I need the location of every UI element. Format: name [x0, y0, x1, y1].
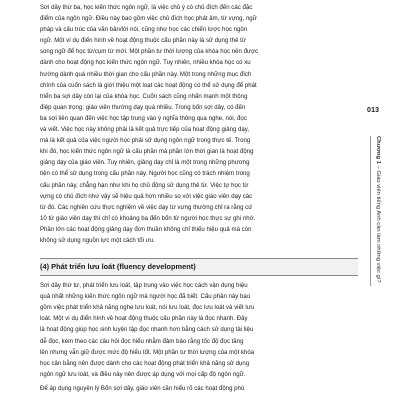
text-line: 10 từ giáo viên dạy thì chỉ có khoảng ba đến bốn từ người học thực sự ghi nhớ.: [40, 215, 256, 222]
text-line: dễ đọc, kèm theo các câu hỏi đọc hiểu nhằm đảm bảo rằng tốc độ đọc tăng: [40, 338, 244, 345]
page-number: 013: [367, 107, 380, 114]
paragraph-application: [40, 384, 358, 395]
paragraph-fluency: [40, 281, 358, 381]
text-line: ba sợi liên quan đến việc học tập trung vào ý nghĩa thông qua nghe, nói, đọc: [40, 115, 247, 122]
paragraph-strand-three: [40, 3, 358, 247]
text-line: cấu phần này, chẳng hạn như khi họ chủ động sử dụng thẻ từ. Việc tự học từ: [40, 182, 249, 189]
text-line: pháp và cấu trúc của văn bản/lời nói, cũng như học các chiến lược học ngôn: [40, 27, 248, 34]
text-line: chính của cuốn sách là giới thiệu một loạt các hoạt động có thể sử dụng để phát: [40, 82, 257, 89]
text-line: giảng dạy của giáo viên. Tuy nhiên, giảng dạy chỉ là một trong những phương: [40, 160, 250, 167]
running-head: [375, 136, 381, 283]
margin-rule: [370, 136, 371, 286]
text-line: ngữ. Một ví dụ điển hình về hoạt động thuộc cấu phần này là sử dụng thẻ từ: [40, 38, 246, 45]
text-line: là hoạt động giúp học sinh luyện tập đọc nhanh hơn bằng cách sử dụng tài liệu: [40, 327, 254, 334]
text-line: ngôn ngữ lưu loát, và điều này nên được áp dụng với mọi cấp độ ngôn ngữ.: [40, 371, 246, 378]
section-heading: (4) Phát triển lưu loát (fluency development): [40, 262, 196, 272]
text-line: học cân bằng nên được dành cho các hoạt động phát triển khả năng sử dụng: [40, 360, 250, 367]
text-line: triển ba sợi dây còn lại của khóa học. Cuốn sách cũng nhấn mạnh một thông: [40, 93, 248, 100]
text-line: điệp quan trọng: giáo viên thường dạy quá nhiều. Trong bốn sợi dây, có đến: [40, 104, 246, 111]
text-line: khi đó, học kiến thức ngôn ngữ là cấu phần mà phần lớn thời gian là hoạt động: [40, 149, 254, 156]
text-line: quả nhất những kiến thức ngôn ngữ mà người học đã biết. Cấu phần này bao: [40, 294, 251, 301]
text-line: song ngữ để học từ/cụm từ mới. Một phần tư thời lượng của khóa học nên được: [40, 49, 259, 56]
text-line: Sơi dây thừ tư, phát triển lưu loát, tập trung vào việc học cách vận dụng hiệu: [40, 283, 248, 290]
text-line: vựng có chủ đích như vậy sẽ hiệu quả hơn nhiều so với việc giáo viên dạy các: [40, 193, 253, 200]
text-line: Sơi dây thừ ba, học kiến thức ngôn ngữ, là việc chủ ý có chủ đích đến các đặc: [40, 5, 253, 11]
text-line: và viết. Việc học này không phải là kết quả trực tiếp của hoạt động giảng dạy,: [40, 127, 250, 134]
text-line: tiện có thể sử dụng trong cấu phần này. Người học cũng có trách nhiệm trong: [40, 171, 250, 178]
running-head-chapter: Chương 1: [375, 136, 381, 164]
text-line: lên nhưng vẫn giữ được mức độ hiểu tốt. Một phần tư thời lượng của một khóa: [40, 349, 255, 356]
body-text: [40, 3, 358, 395]
text-line: Phần lớn các hoạt động giảng dạy đơn thuần không chỉ thiếu hiệu quả mà còn: [40, 226, 252, 233]
text-line: gồm việc phát triển khả năng nghe lưu loát, nói lưu loát, đọc lưu loát và viết lưu: [40, 305, 255, 312]
text-line: hướng dành quá nhiều thời gian cho cấu phần này. Một trong những mục đích: [40, 71, 252, 78]
text-line: dành cho hoạt động học kiến thức ngôn ngữ. Tuy nhiên, nhiều khóa học có xu: [40, 60, 251, 67]
text-line: điểm của ngôn ngữ. Điều này bao gồm việc chủ đích học phát âm, từ vựng, ngữ: [40, 16, 257, 23]
text-line: không sử dụng nguồn lực một cách tối ưu.: [40, 237, 155, 244]
page-margin-label: [367, 106, 383, 306]
text-line: loát. Một ví dụ điển hình về hoạt động thuộc cấu phần này là đọc nhanh. Đây: [40, 316, 248, 323]
text-line: Để áp dụng nguyên lý Bốn sợi dây, giáo viên cần hiểu rõ các hoạt động phù: [40, 385, 245, 392]
running-head-title: – Giáo viên tiếng Anh cần làm những việc gì?: [375, 163, 381, 283]
section-heading-box: [40, 258, 358, 276]
text-line: mà là kết quả của việc người học phải sử dụng ngôn ngữ trong thực tế. Trong: [40, 138, 251, 145]
text-line: từ đó. Các nghiên cứu thực nghiệm về việc dạy từ vựng thường chỉ ra rằng cứ: [40, 204, 253, 211]
